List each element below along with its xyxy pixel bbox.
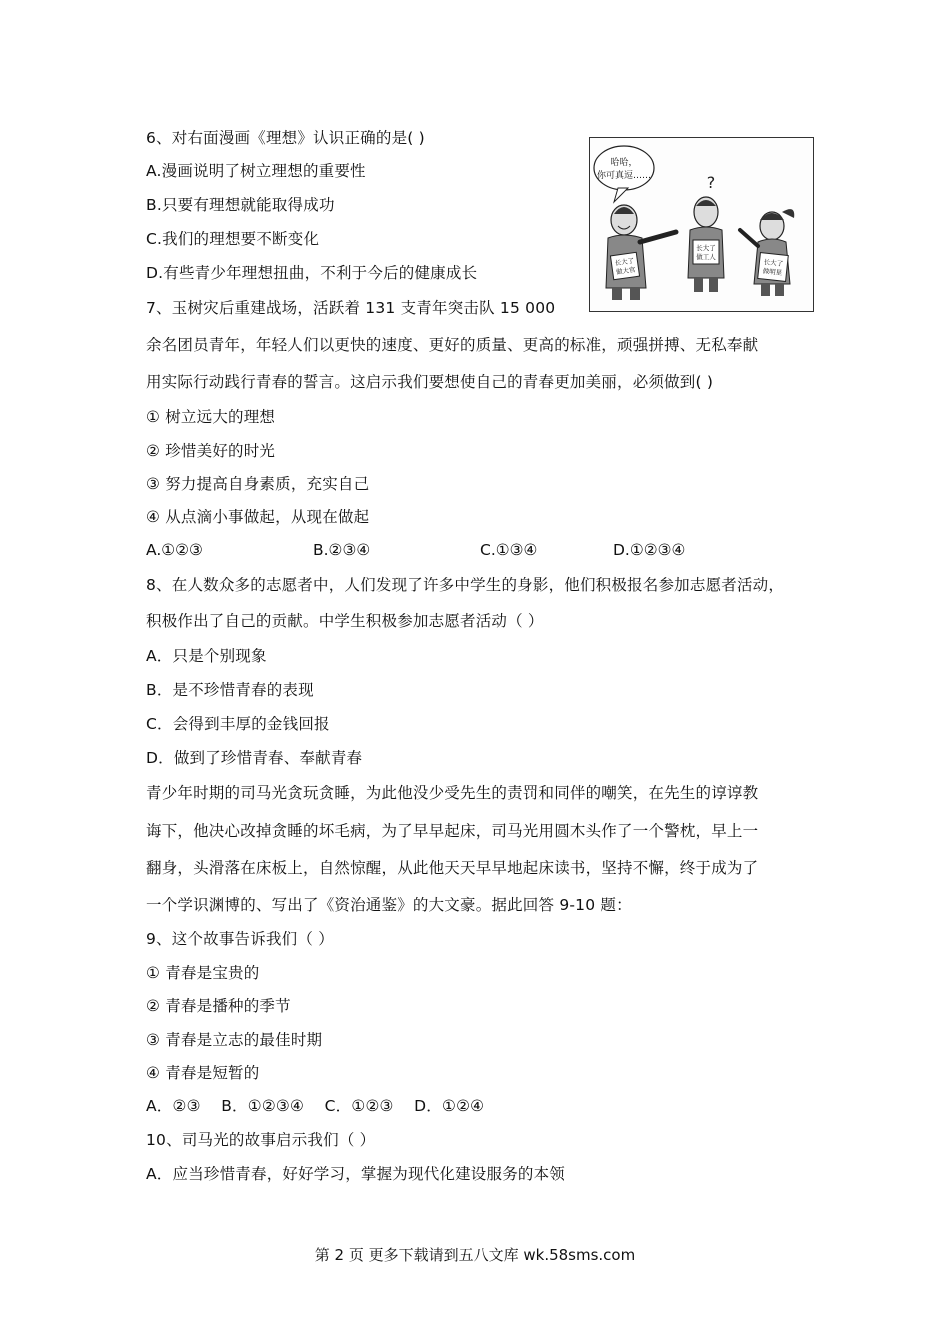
q6-stem: 6、对右面漫画《理想》认识正确的是( ) — [146, 129, 425, 147]
q7-choice-d: D.①②③④ — [613, 541, 686, 559]
figure-worker — [688, 197, 724, 292]
q9-stem: 9、这个故事告诉我们（ ） — [146, 930, 334, 948]
q7-stem-line-1: 7、玉树灾后重建战场，活跃着 131 支青年突击队 15 000 — [146, 299, 556, 317]
page-footer: 第 2 页 更多下载请到五八文库 wk.58sms.com — [314, 1246, 636, 1264]
sign-1-line-1: 长大了 — [614, 256, 635, 268]
q7-item-1: ① 树立远大的理想 — [146, 408, 276, 426]
q9-item-1: ① 青春是宝贵的 — [146, 964, 260, 982]
passage-line-4: 一个学识渊博的、写出了《资治通鉴》的大文豪。据此回答 9-10 题： — [146, 896, 632, 914]
q6-option-c: C.我们的理想要不断变化 — [146, 230, 320, 248]
q10-stem: 10、司马光的故事启示我们（ ） — [146, 1131, 376, 1149]
q7-item-3: ③ 努力提高自身素质，充实自己 — [146, 475, 370, 493]
figure-star — [740, 209, 794, 296]
q7-item-4: ④ 从点滴小事做起，从现在做起 — [146, 508, 370, 526]
q7-stem-line-3: 用实际行动践行青春的誓言。这启示我们要想使自己的青春更加美丽，必须做到( ) — [146, 373, 714, 391]
cartoon-drawing — [590, 138, 813, 311]
q8-stem-line-1: 8、在人数众多的志愿者中，人们发现了许多中学生的身影，他们积极报名参加志愿者活动， — [146, 576, 785, 594]
q8-option-c: C．会得到丰厚的金钱回报 — [146, 715, 330, 733]
q10-option-a: A．应当珍惜青春，好好学习，掌握为现代化建设服务的本领 — [146, 1165, 566, 1183]
sign-3-line-1: 长大了 — [763, 258, 784, 269]
sign-2-line-2: 做工人 — [696, 253, 716, 261]
question-mark-icon: ? — [706, 173, 716, 192]
q9-item-4: ④ 青春是短暂的 — [146, 1064, 260, 1082]
passage-line-1: 青少年时期的司马光贪玩贪睡，为此他没少受先生的责罚和同伴的嘲笑，在先生的谆谆教 — [146, 784, 759, 802]
q9-item-2: ② 青春是播种的季节 — [146, 997, 291, 1015]
q7-stem-line-2: 余名团员青年，年轻人们以更快的速度、更好的质量、更高的标准，顽强拼搏、无私奉献 — [146, 336, 759, 354]
q7-choice-a: A.①②③ — [146, 541, 203, 559]
q6-option-d: D.有些青少年理想扭曲，不利于今后的健康成长 — [146, 264, 478, 282]
q8-option-d: D．做到了珍惜青春、奉献青春 — [146, 749, 363, 767]
sign-3-line-2: 做明星 — [762, 266, 783, 277]
q8-stem-line-2: 积极作出了自己的贡献。中学生积极参加志愿者活动（ ） — [146, 612, 544, 630]
sign-2-line-1: 长大了 — [696, 244, 716, 252]
speech-line-1: 哈哈， — [610, 158, 638, 168]
sign-1-line-2: 做大官 — [615, 265, 636, 277]
passage-line-2: 诲下，他决心改掉贪睡的坏毛病，为了早早起床，司马光用圆木头作了一个警枕，早上一 — [146, 822, 759, 840]
q6-option-b: B.只要有理想就能取得成功 — [146, 196, 335, 214]
q8-option-b: B．是不珍惜青春的表现 — [146, 681, 314, 699]
ideal-cartoon-illustration — [589, 137, 814, 312]
q7-choice-b: B.②③④ — [313, 541, 371, 559]
figure-official — [606, 205, 676, 300]
q8-option-a: A．只是个别现象 — [146, 647, 267, 665]
q7-choice-c: C.①③④ — [480, 541, 538, 559]
q7-item-2: ② 珍惜美好的时光 — [146, 442, 276, 460]
speech-line-2: 你可真逗…… — [596, 171, 652, 181]
passage-line-3: 翻身，头滑落在床板上，自然惊醒，从此他天天早早地起床读书，坚持不懈，终于成为了 — [146, 859, 759, 877]
q6-option-a: A.漫画说明了树立理想的重要性 — [146, 162, 366, 180]
q9-item-3: ③ 青春是立志的最佳时期 — [146, 1031, 323, 1049]
q9-choices: A．②③ B．①②③④ C．①②③ D．①②④ — [146, 1097, 485, 1115]
